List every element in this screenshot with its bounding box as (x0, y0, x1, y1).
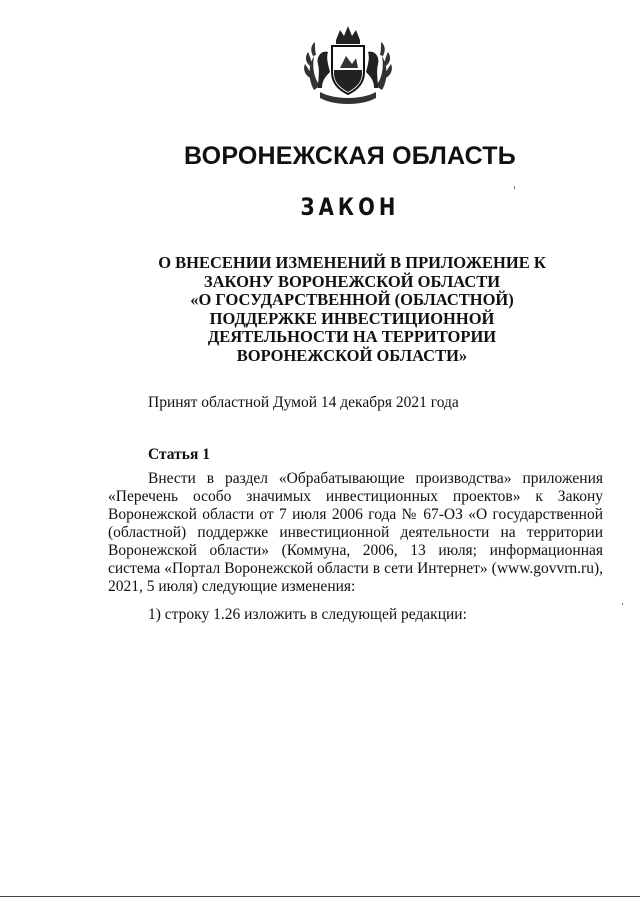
law-title-line: «О ГОСУДАРСТВЕННОЙ (ОБЛАСТНОЙ) (190, 290, 514, 309)
scan-speck (514, 186, 515, 189)
law-title-line: О ВНЕСЕНИИ ИЗМЕНЕНИЙ В ПРИЛОЖЕНИЕ К (158, 253, 546, 272)
scan-border-line (0, 896, 640, 897)
law-title-line: ЗАКОНУ ВОРОНЕЖСКОЙ ОБЛАСТИ (203, 271, 501, 291)
law-title (150, 254, 554, 365)
article-body: Внести в раздел «Обрабатывающие производства» приложения «Перечень особо значимых инвестиционных проектов» к Закону Воронежской области от 7 июля 2006 года № 67-ОЗ «О государственной (областной) поддержке инвестиционной деятельности на территории Воронежской области» (Коммуна, 2006, 13 июля; информационная система «Портал Воронежской области в сети Интернет» (www.govvrn.ru), 2021, 5 июля) следующие изменения: (108, 470, 603, 595)
document-kind-heading: ЗАКОН (300, 193, 400, 221)
adoption-statement: Принят областной Думой 14 декабря 2021 года (148, 394, 459, 411)
scan-speck (622, 603, 623, 605)
article-heading: Статья 1 (148, 446, 210, 463)
region-title: ВОРОНЕЖСКАЯ ОБЛАСТЬ (184, 142, 516, 170)
law-title-line: ПОДДЕРЖКЕ ИНВЕСТИЦИОННОЙ (209, 308, 495, 328)
law-title-line: ДЕЯТЕЛЬНОСТИ НА ТЕРРИТОРИИ (207, 327, 497, 346)
law-title-line: ВОРОНЕЖСКОЙ ОБЛАСТИ» (236, 345, 468, 365)
article-item: 1) строку 1.26 изложить в следующей редакции: (148, 606, 467, 623)
coat-of-arms-icon (300, 20, 396, 108)
